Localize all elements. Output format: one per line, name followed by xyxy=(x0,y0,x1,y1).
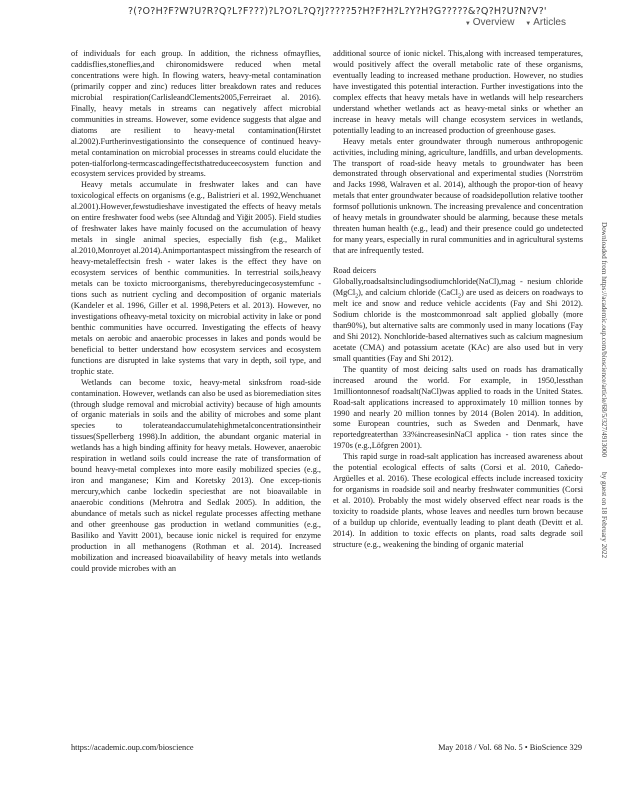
garbled-header-text: ?(?O?H?F?W?U?R?Q?L?F???)?L?O?L?Q?J?????5?H?F?H?L?Y?H?G?????&?Q?H?U?N?V?' xyxy=(128,6,547,17)
right-paragraph-5: This rapid surge in road-salt application has increased awareness about the potential ecological effects of salts (Corsi et al. 2010, Cañedo-Argüelles et al. 2016). These ecological effects include increased toxicity for organisms in roadside soil and nearby freshwater communities (Corsi et al. 2010). Probably the most widely observed effect near roads is the toxicity to roadside plants, whose leaves and needles turn brown because of a buildup up chloride, eventually leading to plant death (Devitt et al. 2014). In addition to toxic effects on plants, road salts degrade soil structure (e.g., weakening the binding of organic material xyxy=(333,452,583,549)
right-column xyxy=(333,49,583,551)
cacl2-subscript: 2 xyxy=(457,293,461,300)
download-notice: Downloaded from https://academic.oup.com/bioscience/article/68/5/327/4913000 xyxy=(600,222,608,458)
paragraph-3-part-c: ) are used as deicers on roadways to melt ice and snow and reduce vehicle accidents (Fay and Shi 2012). Sodium chloride is the mostcommonroad salt applied globally (more than90%), but alternative salts are commonly used in many locations (Fay and Shi 2012). Nonchloride-based alternatives such as calcium magnesium acetate (CMA) and potassium acetate (KAc) are also used but in very small quantities (Fay and Shi 2012). xyxy=(333,288,583,363)
left-paragraph-2: Heavy metals accumulate in freshwater lakes and can have toxicological effects on organisms (e.g., Balistrieri et al. 1992,Wenchuanet al.2001).However,fewstudieshave investigated the effects of heavy metals on entire freshwater food webs (see Altındağ and Yiğit 2005). Field studies of freshwater lakes have mainly focused on the accumulation of heavy metals in single animal species, especially fish (e.g., Maliket al.2010,Monroyet al.2014).Animportantaspect missingfrom the research of heavy-metaleffectsin fresh - water lakes is the effect they have on ecosystem services of benthic communities. In terrestrial soils,heavy metals can be toxicto microorganisms, therebyreducingecosystemfunc - tions such as nutrient cycling and decomposition of organic materials (Kandeler et al. 1996, Giller et al. 1998,Peters et al. 2013). However, no investigations ofheavy-metal toxicity on microbial activity in lake or pond benthic communities have occurred. Investigating the effects of heavy metals on aerobic and anaerobic processes in lakes and ponds would be beneficial to better understand how ecosystem services and ecosystem functions are disrupted in lake systems that vary in depth, soil type, and trophic state. xyxy=(71,180,321,376)
nav-articles-link[interactable]: ▼ Articles xyxy=(525,17,566,28)
paragraph-3-part-b: ), and calcium chloride (CaCl xyxy=(358,288,458,298)
right-paragraph-2: Heavy metals enter groundwater through numerous anthropogenic activities, including mining, agriculture, landfills, and urban developments. The transport of road-side heavy metals to groundwater has been demonstrated through observational and experimental studies (Norrström and Jacks 1998, Walraven et al. 2014), although the propor-tion of heavy metals that enter groundwater because of roadsidepollution relative toother formsof pollutionis unknown. The increasing prevalence and concentration of heavy metals in groundwater should be alarming, because these metals threaten human health (e.g., lead) and their presence could go undetected for many years, especially in rural communities and in agricultural systems that are infrequently tested. xyxy=(333,136,583,256)
section-heading-road-deicers: Road deicers xyxy=(333,266,377,276)
guest-access-notice: by guest on 18 February 2022 xyxy=(600,472,608,559)
mgcl2-subscript: 2 xyxy=(355,293,359,300)
left-paragraph-3: Wetlands can become toxic, heavy-metal sinksfrom road-side contamination. However, wetlands can also be used as bioremediation sites (through sludge removal and microbial activity) because of high amounts of organic materials in soils and the ability of microbes and some plant species to tolerateandaccumulatehighmetalconcentrationsintheir tissues(Spellerberg 1998).In addition, the abundant organic material in wetlands has a high binding affinity for heavy metals. However, anaerobic respiration in wetland soils could increase the rate of transformation of bound heavy-metal complexes into more easily mobilized species (e.g., iron and manganese; Kim and Koretsky 2013). One excep-tionis mercury,which canbe lockedin speciesthat are not bioavailable in anaerobic conditions (Mehrotra and Sedlak 2005). In addition, the abundance of metals such as nickel regulate processes affecting methane and other greenhouse gas production in wetland communities (e.g., Basiliko and Yavitt 2001), because ionic nickel is required for enzyme production in all methanogens (Rothman et al. 2014). Increased mobilization and increased bioavailability of heavy metals into wetlands could provide microbes with an xyxy=(71,377,321,573)
paragraph-3-part-a: Globally,roadsaltsincludingsodiumchloride(NaCl),mag - nesium chloride (MgCl xyxy=(333,277,583,298)
side-watermark xyxy=(596,222,610,622)
left-column xyxy=(71,49,321,575)
left-paragraph-1: of individuals for each group. In addition, the richness ofmayflies, caddisflies,stoneflies,and chironomidswere reduced when metal concentrations were high. In flowing waters, heavy-metal contamination (primarily copper and zinc) reduces litter breakdown rates and reduces microbial respiration(CarlisleandClements2005,Ferreiraet al. 2016). Finally, heavy metals in streams can negatively affect microbial communities in streams. However, some evidence suggests that algae and diatoms are resilient to heavy-metal contamination(Hirstet al.2002).Furtherinvestigationsinto the consequence of continued heavy-metal contamination on microbial processes in streams could elucidate the poten-tialforlong-termcascadingeffectsthatreduceecosystem function and ecosystem services provided by streams. xyxy=(71,49,321,179)
top-navigation xyxy=(465,17,566,28)
right-paragraph-3 xyxy=(333,277,583,365)
right-paragraph-4: The quantity of most deicing salts used on roads has dramatically increased around the world. For example, in 1950,lessthan 1milliontonnesof roadsalt(NaCl)was applied to roads in the United States. Road-salt applications increased to approximately 10 million tonnes by 1990 and nearly 20 million tonnes by 2014 (Bolen 2014). In addition, some European countries, such as Sweden and Denmark, have reportedgreaterthan 33%increasesinNaCl applica - tion rates since the 1970s (e.g.,Löfgren 2001). xyxy=(333,364,583,451)
nav-overview-link[interactable]: ▼ Overview xyxy=(465,17,515,28)
footer-url[interactable]: https://academic.oup.com/bioscience xyxy=(71,743,194,752)
section-gap xyxy=(333,257,583,266)
right-paragraph-1: additional source of ionic nickel. This,along with increased temperatures, would positively affect the overall metabolic rate of these organisms, eventually leading to increased methane production. However, no studies have investigated this potential interaction. Further investigations into the complex effects that heavy metals have in wetlands will help researchers understand whether wetlands act as heavy-metal sinks or whether an increase in heavy metals will change ecosystem services in wetlands, potentially leading to an increased production of greenhouse gases. xyxy=(333,49,583,135)
footer-citation: May 2018 / Vol. 68 No. 5 • BioScience 329 xyxy=(438,743,582,752)
